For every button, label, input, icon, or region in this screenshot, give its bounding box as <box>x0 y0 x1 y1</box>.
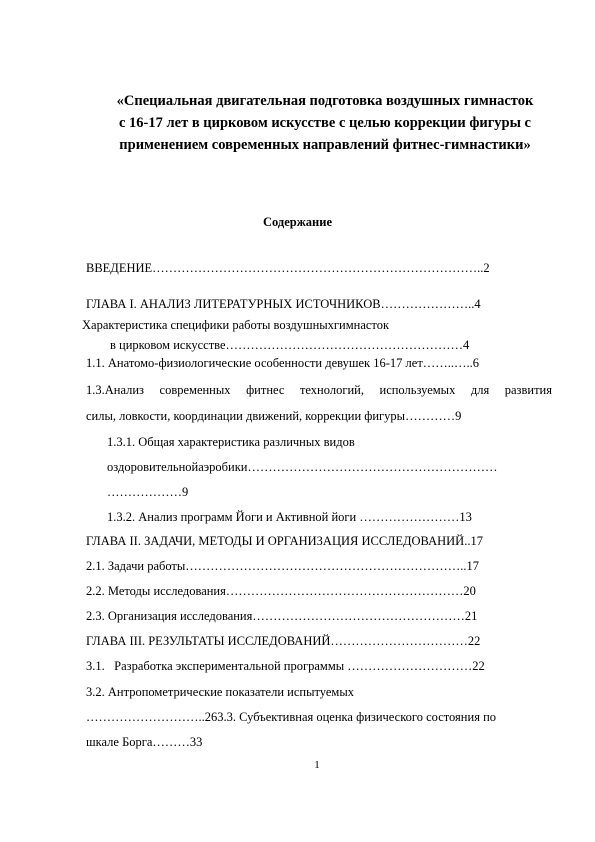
toc-entry-1-3-2: 1.3.2. Анализ программ Йоги и Активной йоги ……………………13 <box>107 510 472 524</box>
toc-entry-1-3-1-cont: оздоровительнойаэробики…………………………………………………… <box>107 460 498 474</box>
toc-entry-chapter-2: ГЛАВА II. ЗАДАЧИ, МЕТОДЫ И ОРГАНИЗАЦИЯ ИССЛЕДОВАНИЙ..17 <box>86 534 483 548</box>
toc-entry-3-2-cont: ………………………..263.3. Субъективная оценка физического состояния по <box>86 710 497 724</box>
toc-entry-3-2: 3.2. Антропометрические показатели испытуемых <box>86 685 354 699</box>
toc-entry-3-1: 3.1. Разработка экспериментальной программы …………………………22 <box>86 659 485 673</box>
toc-entry-1-1: 1.1. Анатомо-физиологические особенности девушек 16-17 лет……..…..6 <box>86 356 480 370</box>
document-title <box>60 90 590 156</box>
page-number: 1 <box>314 759 320 771</box>
toc-entry-2-3: 2.3. Организация исследования……………………………………………21 <box>86 609 478 623</box>
title-line-1: «Специальная двигательная подготовка воздушных гимнасток <box>116 93 534 109</box>
toc-entry-1-3: 1.3.Анализ современных фитнес технологий, используемых для развития <box>86 383 552 397</box>
title-line-2: с 16-17 лет в цирковом искусстве с целью коррекции фигуры с <box>119 115 531 131</box>
toc-entry-chapter-3: ГЛАВА III. РЕЗУЛЬТАТЫ ИССЛЕДОВАНИЙ……………………………22 <box>86 634 481 648</box>
toc-entry-2-2: 2.2. Методы исследования…………………………………………………20 <box>86 584 476 598</box>
title-line-3: применением современных направлений фитнес-гимнастики» <box>119 137 531 153</box>
toc-entry-2-1: 2.1. Задачи работы…………………………………………………………..17 <box>86 559 480 573</box>
toc-entry-1-3-1: 1.3.1. Общая характеристика различных видов <box>107 435 355 449</box>
toc-entry-3-3-cont: шкале Борга………33 <box>86 735 203 749</box>
toc-entry-section-characteristics: Характеристика специфики работы воздушныхгимнасток <box>82 318 390 332</box>
contents-heading: Содержание <box>262 215 332 229</box>
toc-entry-1-3-1-page: ………………9 <box>107 485 189 499</box>
toc-entry-chapter-1: ГЛАВА I. АНАЛИЗ ЛИТЕРАТУРНЫХ ИСТОЧНИКОВ…………………..4 <box>86 297 481 311</box>
toc-entry-section-characteristics-cont: в цирковом искусстве…………………………………………………4 <box>110 338 470 352</box>
toc-entry-introduction: ВВЕДЕНИЕ……………………………………………………………………..2 <box>86 261 490 275</box>
toc-entry-1-3-cont: силы, ловкости, координации движений, коррекции фигуры…………9 <box>86 409 462 423</box>
